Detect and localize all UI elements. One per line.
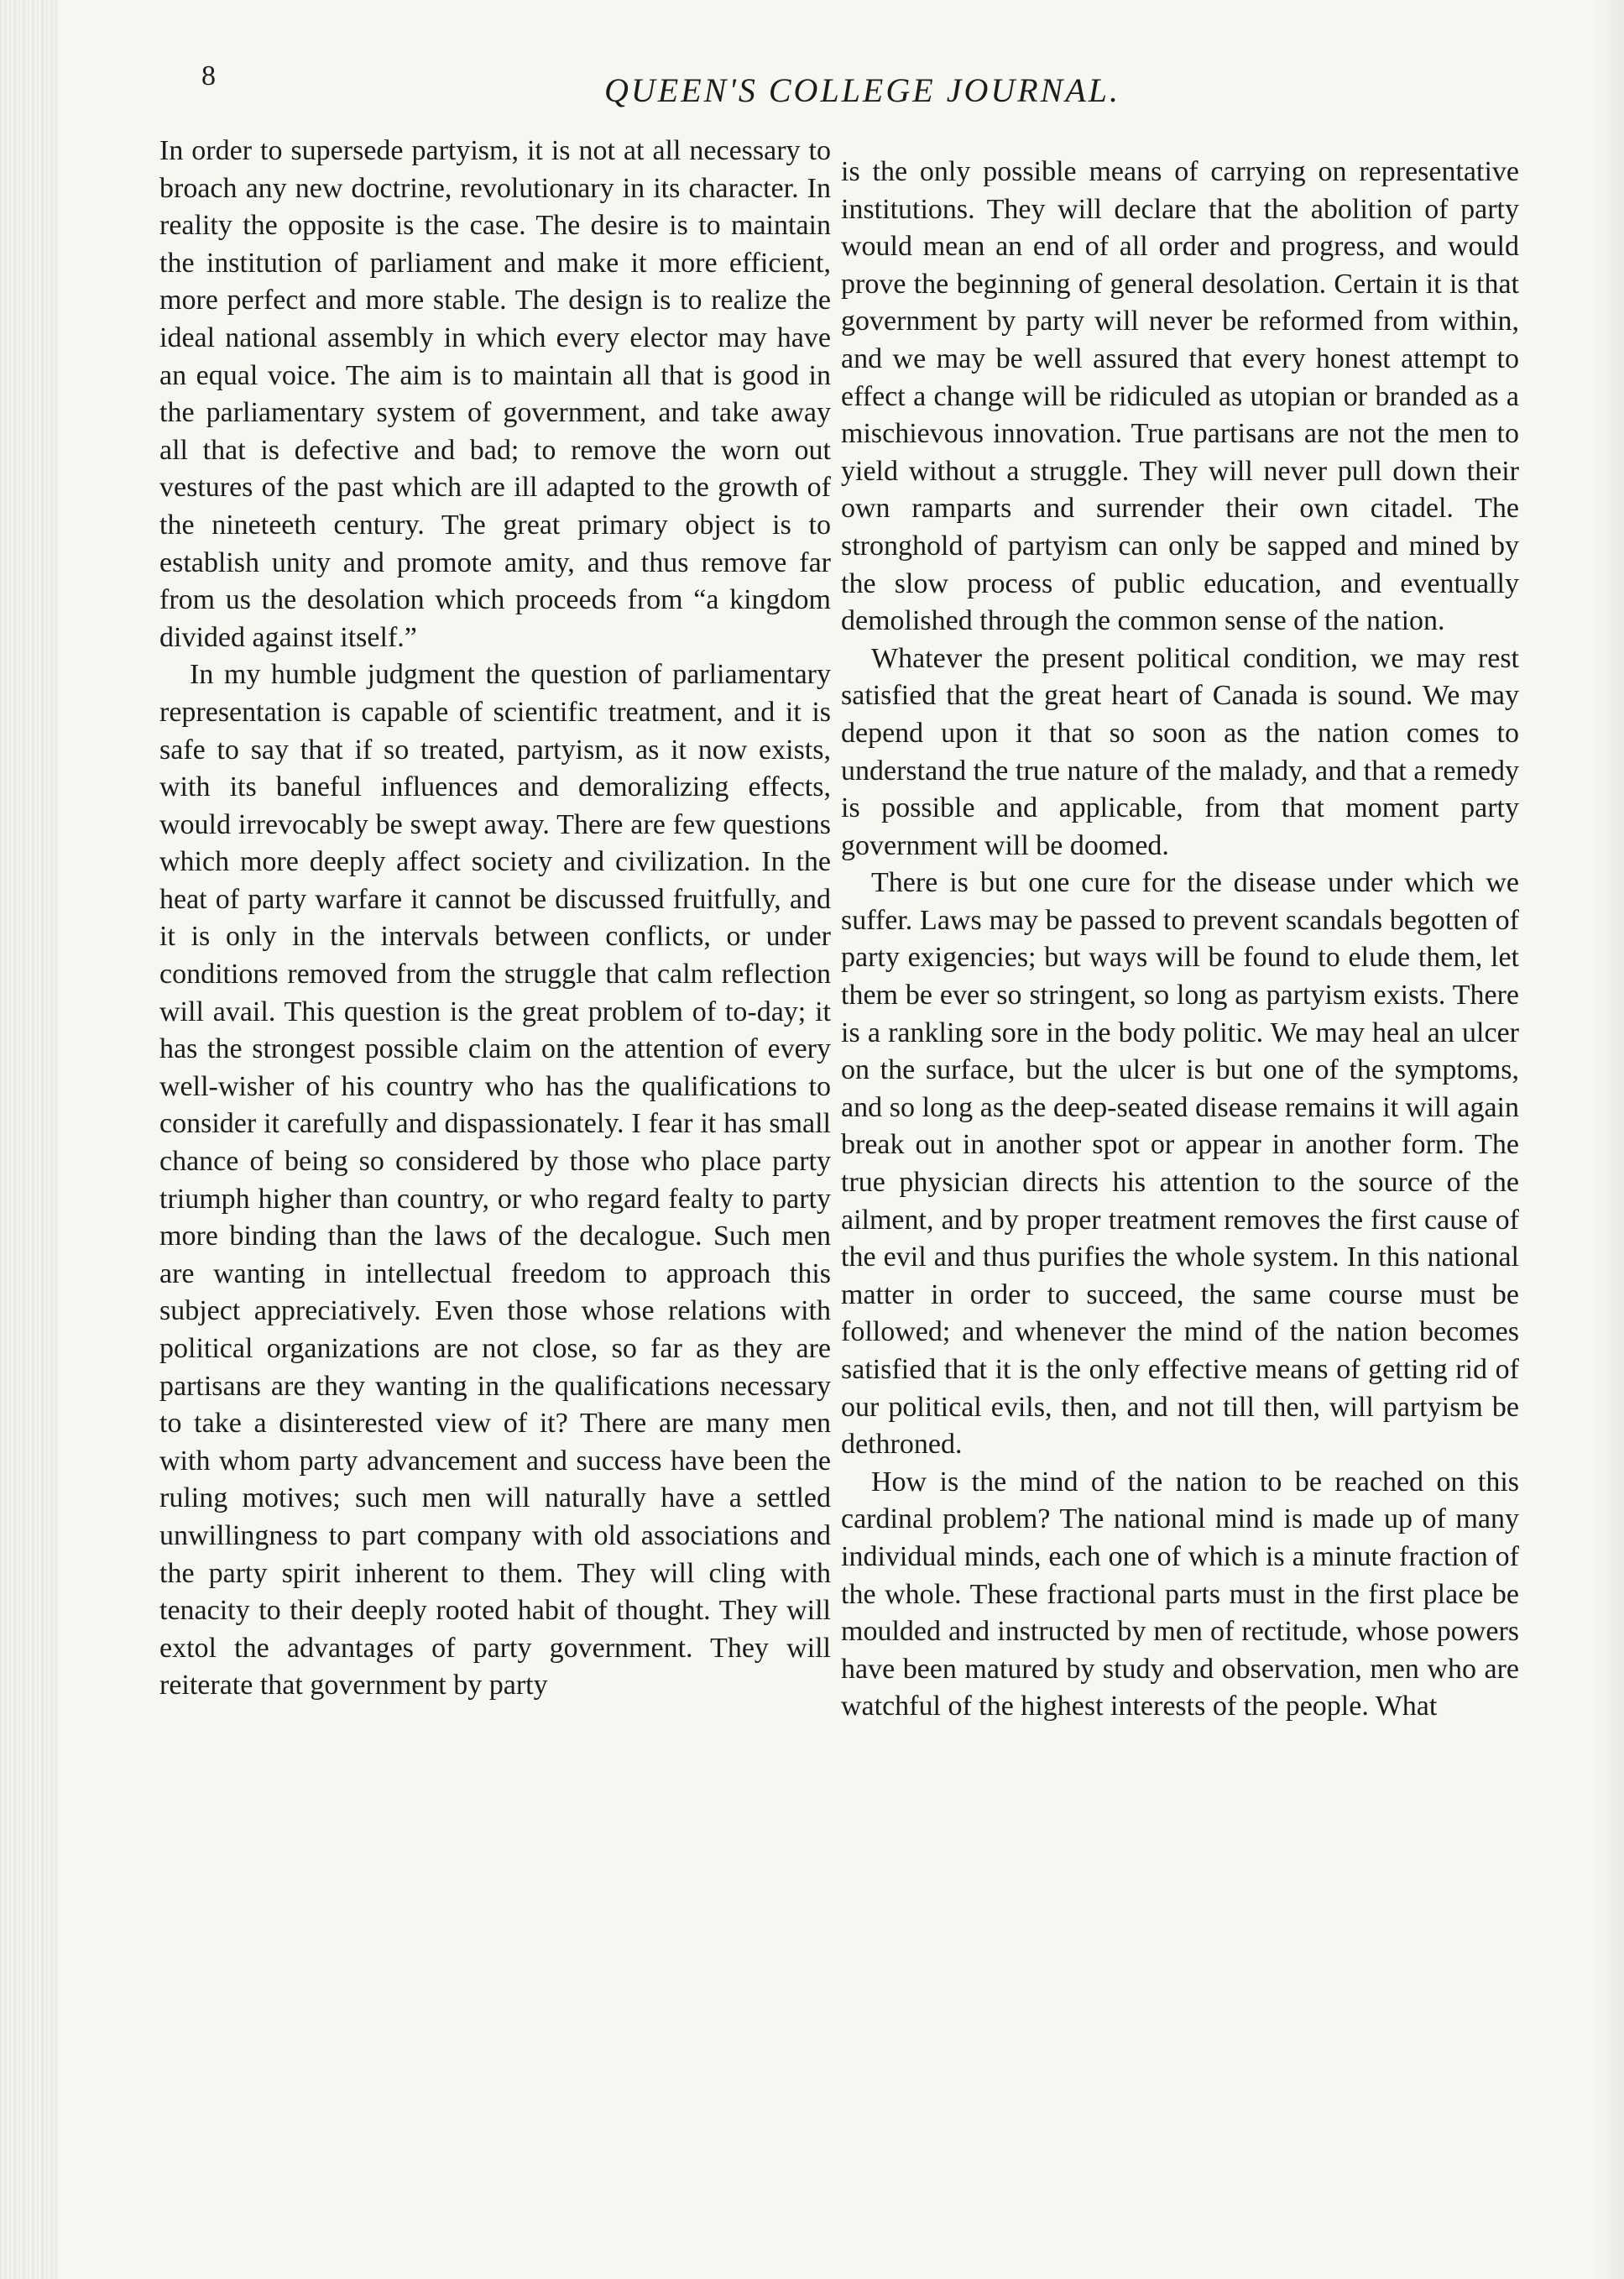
right-column <box>841 154 1519 1726</box>
scanned-page-edge <box>0 0 59 2279</box>
paragraph: How is the mind of the nation to be reached on this cardinal problem? The national mind is made up of many individual minds, each one of which is a minute fraction of the whole. These fractional parts must in the first place be moulded and instructed by men of rectitude, whose powers have been matured by study and observation, men who are watchful of the highest interests of the people. What <box>841 1466 1519 1722</box>
journal-title: QUEEN'S COLLEGE JOURNAL. <box>604 71 1121 109</box>
paragraph: is the only possible means of carrying on representative institutions. They will declare that the abolition of party would mean an end of all order and progress, and would prove the beginning of general desolation. Certain it is that government by party will never be reformed from within, and we may be well assured that every honest attempt to effect a change will be ridiculed as utopian or branded as a mischievous innovation. True partisans are not the men to yield without a struggle. They will never pull down their own ramparts and surrender their own citadel. The stronghold of partyism can only be sapped and mined by the slow process of public education, and eventually demolished through the common sense of the nation. <box>841 156 1519 637</box>
paragraph: In order to supersede partyism, it is not at all necessary to broach any new doctrine, revolutionary in its character. In reality the opposite is the case. The desire is to maintain the institution of parliament and make it more efficient, more perfect and more stable. The design is to realize the ideal national assembly in which every elector may have an equal voice. The aim is to maintain all that is good in the parliamentary system of government, and take away all that is defective and bad; to remove the worn out vestures of the past which are ill adapted to the growth of the nineteeth century. The great primary object is to establish unity and promote amity, and thus remove far from us the desolation which proceeds from “a kingdom divided against itself.” <box>159 135 831 653</box>
paragraph: In my humble judgment the question of parliamentary representation is capable of scientific treatment, and it is safe to say that if so treated, partyism, as it now exists, with its baneful influences and demoralizing effects, would irrevocably be swept away. There are few questions which more deeply affect society and civilization. In the heat of party warfare it cannot be discussed fruitfully, and it is only in the intervals between conflicts, or under conditions removed from the struggle that calm reflection will avail. This question is the great problem of to-day; it has the strongest possible claim on the attention of every well-wisher of his country who has the qualifications to consider it carefully and dispassionately. I fear it has small chance of being so considered by those who place party triumph higher than country, or who regard fealty to party more binding than the laws of the decalogue. Such men are wanting in intellectual freedom to approach this subject appreciatively. Even those whose relations with political organizations are not close, so far as they are partisans are they wanting in the qualifications necessary to take a disinterested view of it? There are many men with whom party advancement and success have been the ruling motives; such men will naturally have a settled unwillingness to part company with old associations and the party spirit inherent to them. They will cling with tenacity to their deeply rooted habit of thought. They will extol the advantages of party government. They will reiterate that government by party <box>159 659 831 1701</box>
paragraph: There is but one cure for the disease under which we suffer. Laws may be passed to prevent scandals begotten of party exigencies; but ways will be found to elude them, let them be ever so stringent, so long as partyism exists. There is a rankling sore in the body politic. We may heal an ulcer on the surface, but the ulcer is but one of the symptoms, and so long as the deep-seated disease remains it will again break out in another spot or appear in another form. The true physician directs his attention to the source of the ailment, and by proper treatment removes the first cause of the evil and thus purifies the whole system. In this national matter in order to succeed, the same course must be followed; and whenever the mind of the nation becomes satisfied that it is the only effective means of getting rid of our political evils, then, and not till then, will partyism be dethroned. <box>841 867 1519 1461</box>
scanned-page-edge <box>1590 0 1624 2279</box>
paragraph: Whatever the present political condition, we may rest satisfied that the great heart of Canada is sound. We may depend upon it that so soon as the nation comes to understand the true nature of the malady, and that a remedy is possible and applicable, from that moment party government will be doomed. <box>841 642 1519 861</box>
left-column <box>159 133 831 1705</box>
page-number: 8 <box>201 60 216 91</box>
